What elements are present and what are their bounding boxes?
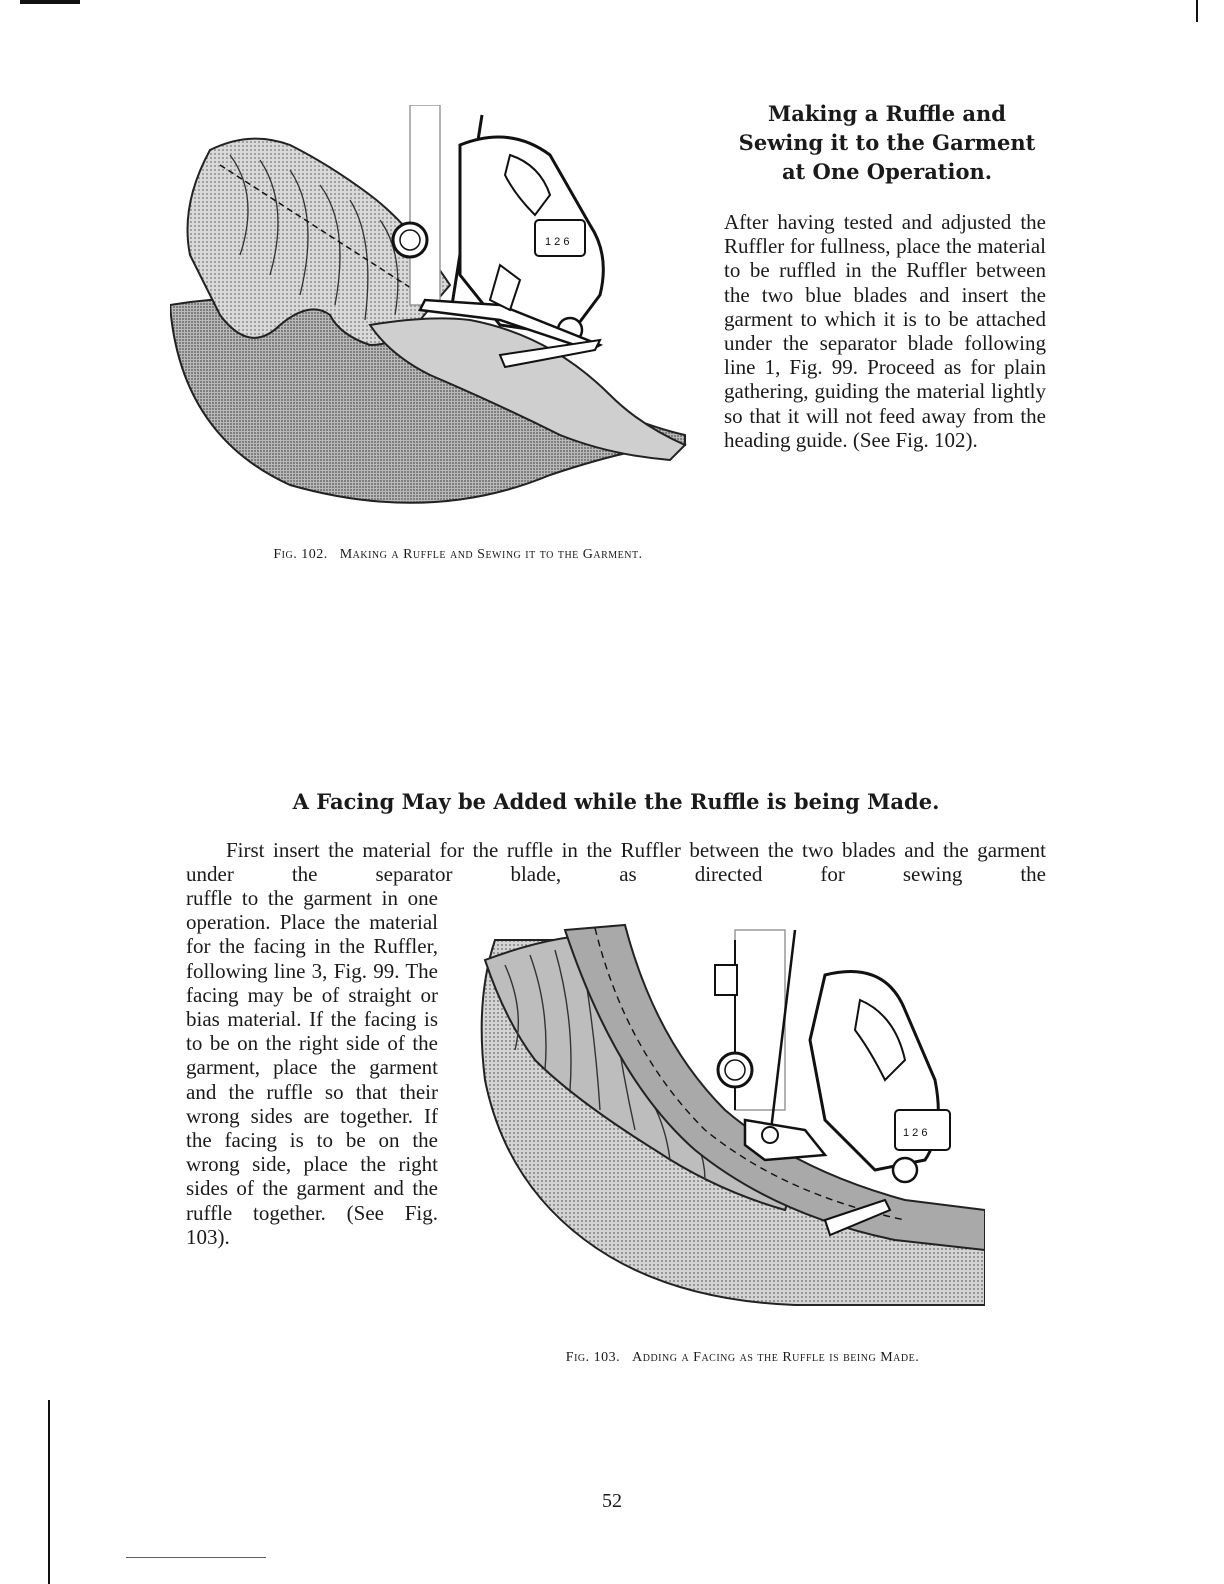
section-1-body: After having tested and adjusted the Ruffler for fullness, place the material to be ruffled in the Ruffler between the two blue blades and insert the garment to which it is to be attached under the separator blade following line 1, Fig. 99. Proceed as for plain gathering, guiding the material lightly so that it will not feed away from the heading guide. (See Fig. 102). [724, 210, 1046, 452]
figure-102-caption [258, 544, 658, 566]
section-2-column: ruffle to the garment in one operation. Place the material for the facing in the Ruffler, following line 3, Fig. 99. The facing may be of straight or bias material. If the facing is to be on the right side of the garment, place the garment and the ruffle so that their wrong sides are together. If the facing is to be on the wrong side, place the right sides of the garment and the ruffle together. (See Fig. 103). [186, 886, 438, 1249]
figure-103-caption-text: Adding a Facing as the Ruffle is being Made. [632, 1350, 920, 1365]
svg-text:1 2 6: 1 2 6 [545, 236, 570, 248]
scan-mark-left-edge [48, 1400, 50, 1584]
figure-102-caption-text: Making a Ruffle and Sewing it to the Garment. [339, 547, 643, 562]
figure-102 [170, 105, 690, 515]
section-1-heading: Making a Ruffle and Sewing it to the Garment at One Operation. [738, 101, 1036, 184]
section-2-intro: First insert the material for the ruffle in the Ruffler between the two blades and the garment under the separator blade, as directed for sewing the [186, 838, 1046, 887]
section-2-heading: A Facing May be Added while the Ruffle is being Made. [292, 789, 940, 814]
svg-text:1 2 6: 1 2 6 [903, 1127, 928, 1139]
scan-mark-top-right [1196, 0, 1198, 22]
figure-103-label: Fig. 103. [565, 1350, 621, 1365]
figure-102-label: Fig. 102. [273, 547, 328, 562]
page-number: 52 [602, 1490, 622, 1512]
footer-rule [126, 1557, 266, 1558]
figure-103-caption [470, 1347, 1015, 1369]
figure-103 [465, 920, 985, 1310]
scan-mark-top-left [20, 0, 80, 4]
figure-103-illustration [465, 920, 985, 1310]
figure-102-illustration [170, 105, 690, 515]
